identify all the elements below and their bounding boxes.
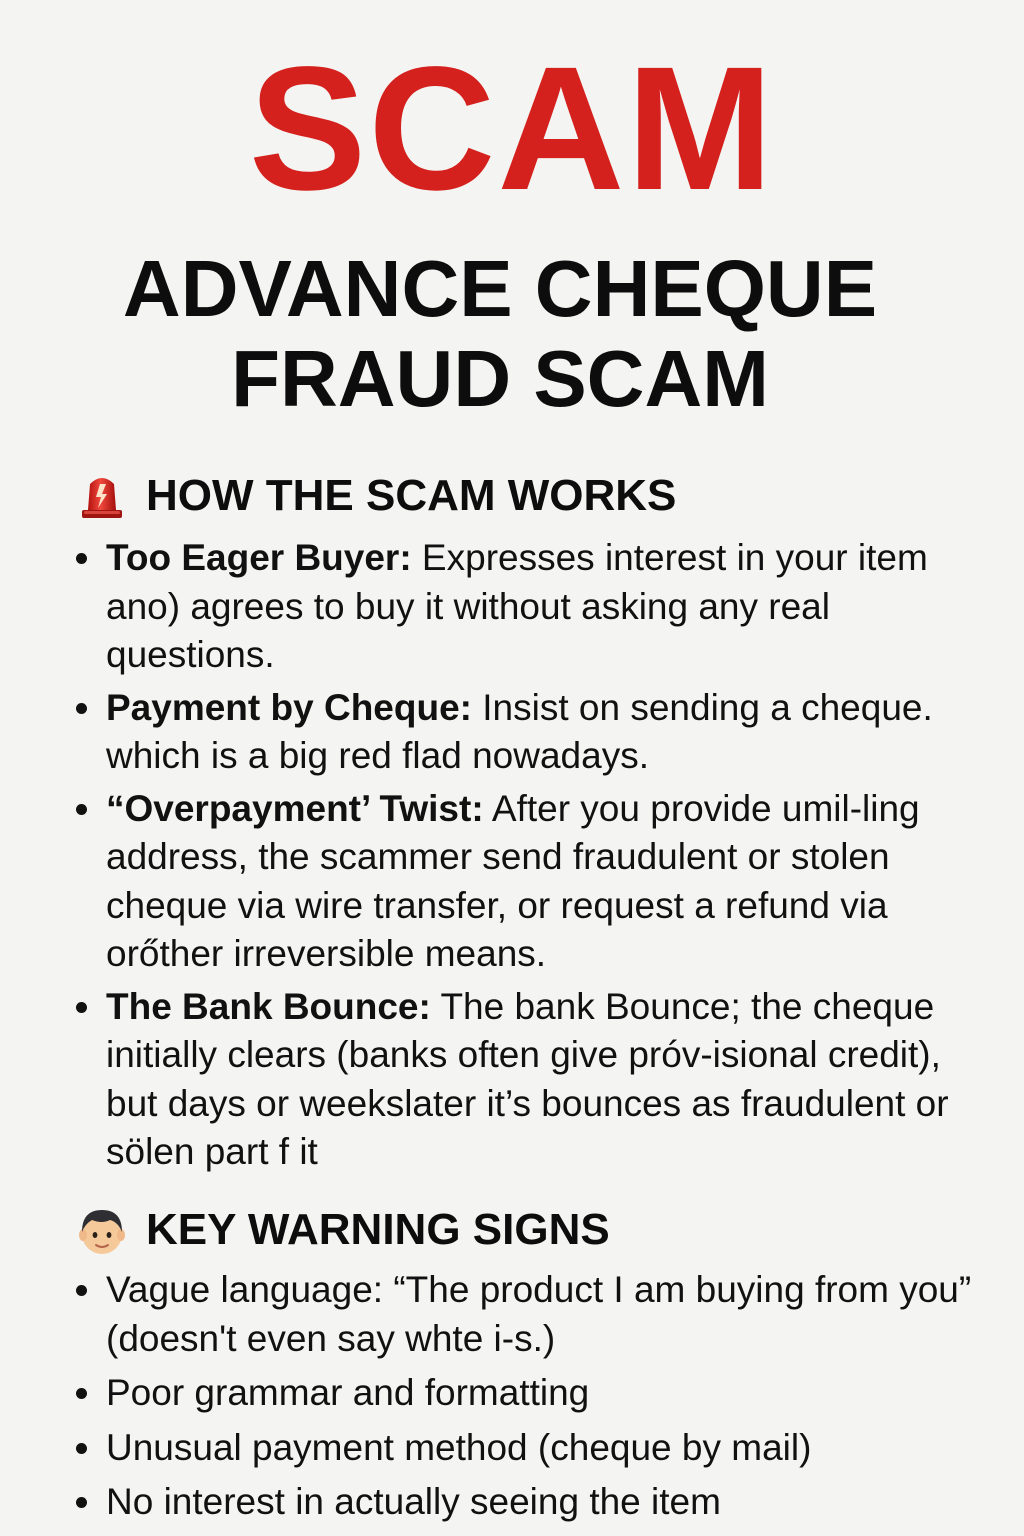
list-item-label: Too Eager Buyer: bbox=[106, 537, 412, 578]
list-item: No interest in actually seeing the item bbox=[72, 1478, 972, 1527]
list-item-label: Payment by Cheque: bbox=[106, 686, 472, 728]
list-item-label: The Bank Bounce: bbox=[106, 985, 431, 1027]
list-item bbox=[72, 534, 972, 680]
list-item: Vague language: “The product I am buying from you” (doesn't even say whte i-s.) bbox=[72, 1266, 972, 1363]
page-title bbox=[0, 244, 1000, 424]
siren-icon bbox=[74, 470, 130, 522]
page-title-line-1: ADVANCE CHEQUE bbox=[122, 244, 878, 333]
list-item-label: “Overpayment’ Twist: bbox=[106, 787, 484, 829]
warning-signs-heading-text: KEY WARNING SIGNS bbox=[146, 1205, 610, 1254]
list-item-text: Insist on sending a cheque. which is a big red flad nowadays. bbox=[106, 686, 933, 776]
list-item: Poor grammar and formatting bbox=[72, 1369, 972, 1418]
how-it-works-list bbox=[72, 534, 972, 1181]
person-face-icon bbox=[74, 1204, 130, 1256]
how-it-works-heading-text: HOW THE SCAM WORKS bbox=[146, 471, 677, 520]
scam-heading: SCAM bbox=[248, 31, 776, 227]
warning-signs-heading bbox=[74, 1204, 610, 1256]
page-title-line-2: FRAUD SCAM bbox=[231, 334, 769, 423]
warning-signs-list bbox=[72, 1266, 972, 1533]
list-item: Unusual payment method (cheque by mail) bbox=[72, 1424, 972, 1473]
how-it-works-heading bbox=[74, 470, 676, 522]
list-item bbox=[72, 684, 972, 781]
list-item-text: After you provide umil-ling address, the scammer send fraudulent or stolen cheque via wire transfer, or request a refund via orőther irreversible means. bbox=[106, 787, 920, 974]
list-item bbox=[72, 785, 972, 979]
list-item bbox=[72, 983, 972, 1177]
list-item-text: The bank Bounce; the cheque initially clears (banks often give próv-isional credit), but days or weekslater it’s bounces as fraudulent or sölen part f it bbox=[106, 985, 949, 1172]
list-item-text: Expresses interest in your item ano) agrees to buy it without asking any real questions. bbox=[106, 537, 928, 675]
